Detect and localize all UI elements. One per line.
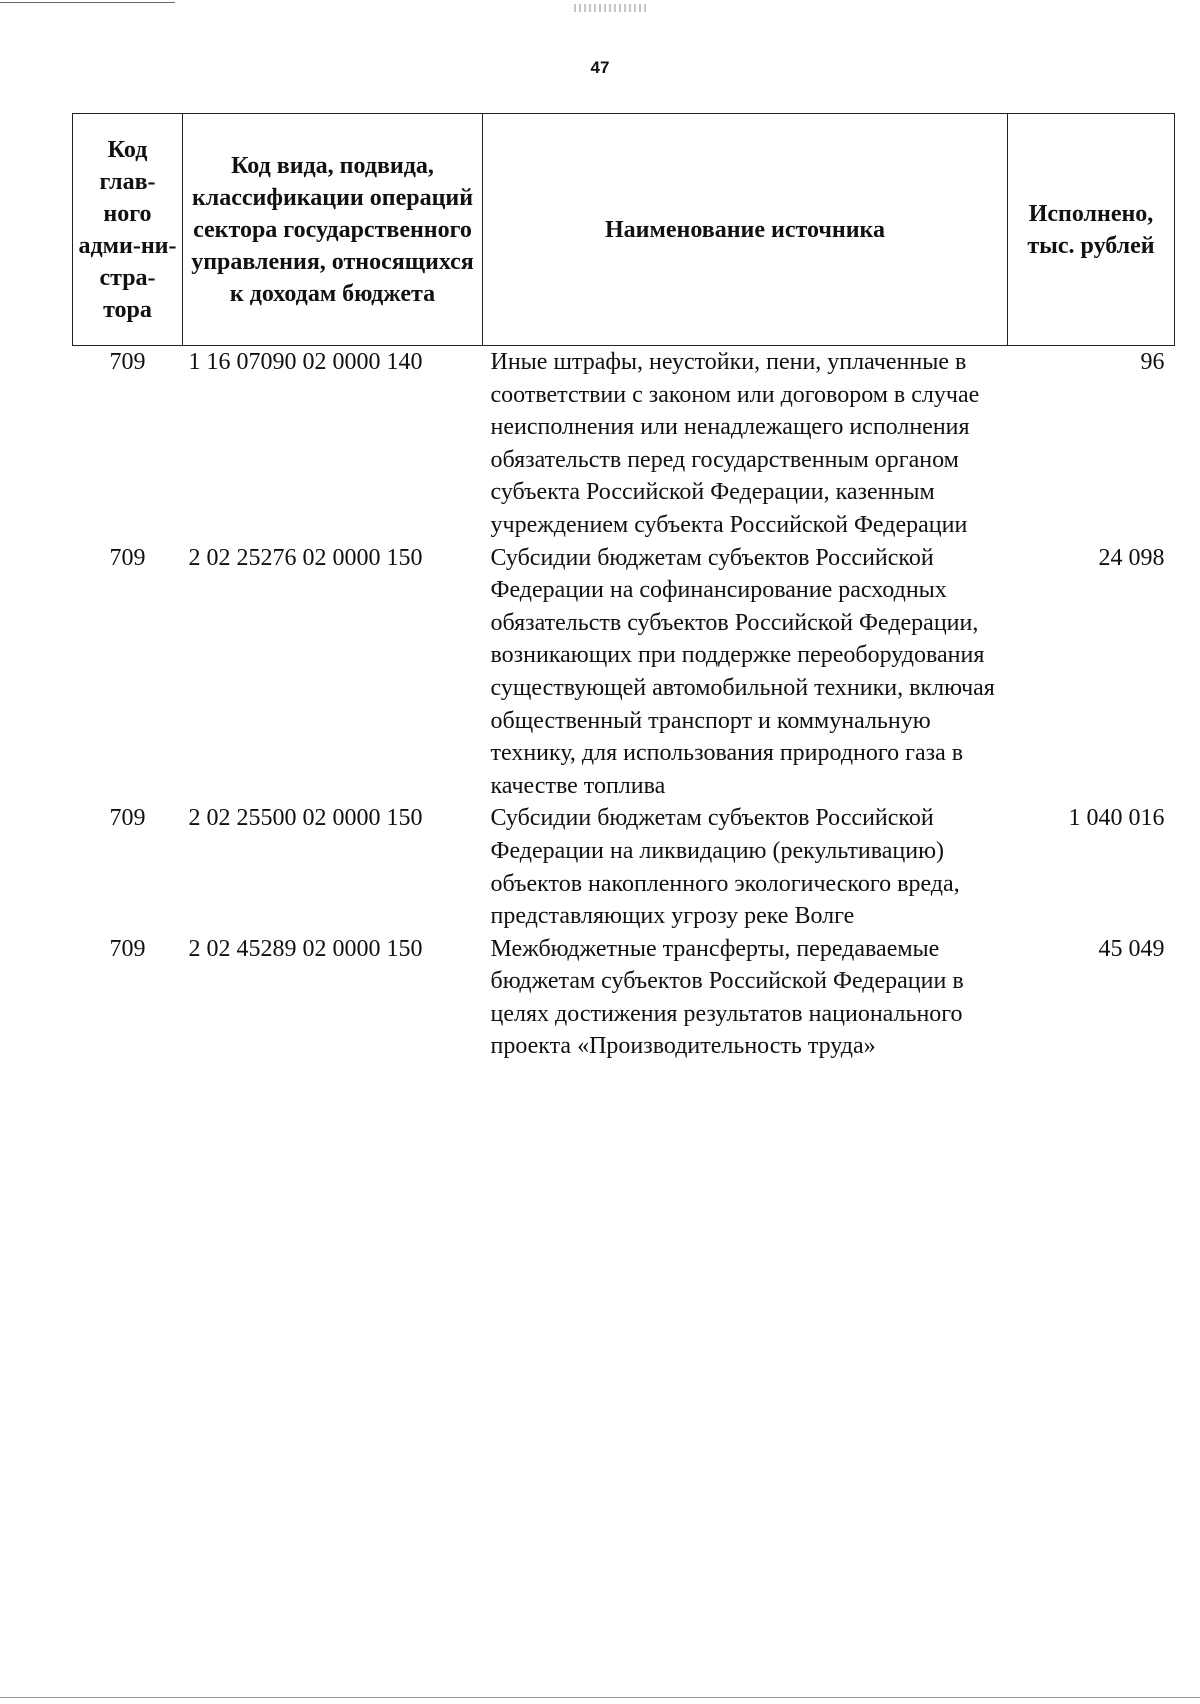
scan-bottom-line (0, 1697, 1200, 1698)
header-source-name: Наименование источника (483, 114, 1008, 346)
table-row (73, 802, 1175, 932)
row-executed: 24 098 (1098, 544, 1165, 571)
row-executed: 96 (1140, 349, 1165, 375)
scan-edge-line (0, 2, 175, 3)
header-admin-code: Код глав-ного адми-ни-стра-тора (73, 114, 183, 346)
table-row (73, 542, 1175, 803)
row-source-name: Субсидии бюджетам субъектов Российской Федерации на софинансирование расходных обязательств субъектов Российской Федерации, возникающих при поддержке переоборудования существующей автомобильной техники, включая общественный транспорт и коммунальную технику, для использования природного газа в качестве топлива (490, 544, 995, 799)
row-executed: 1 040 016 (1068, 805, 1165, 832)
row-admin-code: 709 (109, 544, 146, 571)
scan-noise-mark (574, 4, 646, 12)
row-revenue-code: 2 02 45289 02 0000 150 (188, 935, 423, 962)
table-row (73, 346, 1175, 542)
row-executed: 45 049 (1098, 935, 1165, 962)
budget-revenue-table (72, 113, 1175, 1063)
row-revenue-code: 2 02 25276 02 0000 150 (188, 544, 423, 571)
row-revenue-code: 1 16 07090 02 0000 140 (188, 349, 423, 375)
page-number: 47 (590, 58, 610, 77)
header-revenue-code: Код вида, подвида, классификации операций сектора государственного управления, относящихся к доходам бюджета (183, 114, 483, 346)
table-row (73, 933, 1175, 1063)
row-source-name: Субсидии бюджетам субъектов Российской Федерации на ликвидацию (рекультивацию) объектов накопленного экологического вреда, представляющих угрозу реке Волге (490, 805, 960, 930)
row-revenue-code: 2 02 25500 02 0000 150 (188, 805, 423, 832)
row-admin-code: 709 (109, 805, 146, 832)
row-admin-code: 709 (109, 349, 146, 375)
row-source-name: Межбюджетные трансферты, передаваемые бюджетам субъектов Российской Федерации в целях достижения результатов национального проекта «Производительность труда» (490, 935, 964, 1060)
header-row (73, 114, 1175, 346)
row-admin-code: 709 (109, 935, 146, 962)
header-executed: Исполнено, тыс. рублей (1008, 114, 1175, 346)
table-body (73, 346, 1175, 1064)
table-header (73, 114, 1175, 346)
row-source-name: Иные штрафы, неустойки, пени, уплаченные в соответствии с законом или договором в случае неисполнения или ненадлежащего исполнения обязательств перед государственным органом субъекта Российской Федерации, казенным учреждением субъекта Российской Федерации (490, 349, 980, 538)
